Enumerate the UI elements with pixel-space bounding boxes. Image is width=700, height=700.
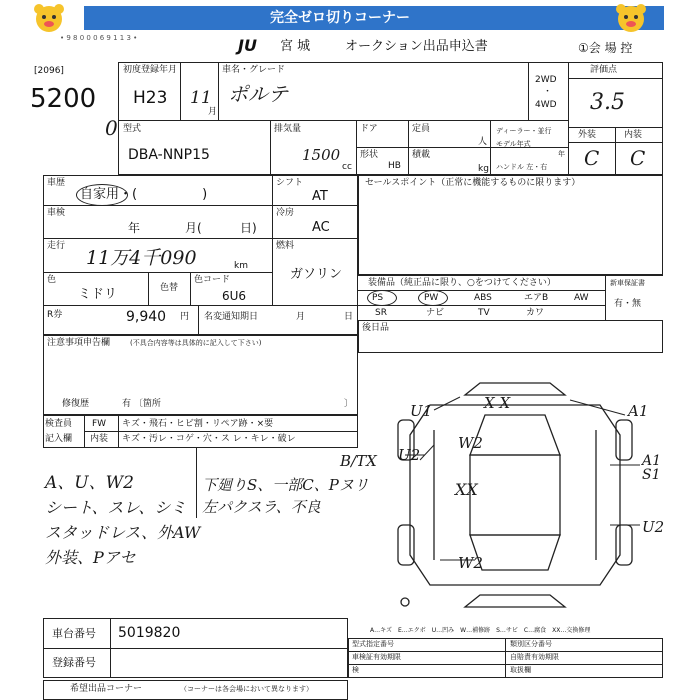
wish-note: （コーナーは各会場において異なります）: [180, 685, 313, 693]
bt-r4: 自賠責有効期限: [510, 653, 559, 661]
inspection-day: 日): [240, 221, 257, 235]
chassis-value: 5019820: [118, 625, 181, 641]
sales-label: セールスポイント（正常に機能するものに限ります）: [365, 178, 581, 188]
mascot-left: [30, 2, 68, 36]
mark-a1-right: A1: [642, 453, 662, 469]
equip-pw-circle: [418, 290, 448, 306]
disp-value: 1500: [302, 146, 341, 164]
banner-title: 完全ゼロ切りコーナー: [270, 10, 410, 26]
form-title: オークション出品申込書: [345, 39, 488, 54]
stamp-numbers: • 9 8 0 0 0 6 9 1 1 3 •: [60, 34, 138, 42]
org-name: 宮 城: [280, 39, 311, 54]
rating-label: 評価点: [590, 65, 618, 75]
lot-number: 5200: [30, 84, 97, 114]
rating-value: 3.5: [590, 90, 625, 115]
ext-grade: C: [584, 146, 600, 170]
mascot-right: [612, 2, 650, 36]
rticket-amount: 9,940: [126, 309, 167, 325]
delivery-label: 後日品: [362, 323, 390, 333]
ju-logo: JU: [238, 36, 257, 55]
cooler-label: 冷房: [276, 208, 295, 218]
int-label: 内装: [624, 130, 643, 140]
reg-unit: 月: [208, 107, 218, 117]
mark-a1-top: A1: [628, 402, 649, 420]
fuel-label: 燃料: [276, 241, 295, 251]
hw-right2: 左パクスラ、不良: [202, 498, 321, 516]
mileage-unit: km: [234, 261, 248, 271]
door-label: ドア: [360, 124, 378, 134]
hw-right1: 下廻りS、一部C、Pヌリ: [202, 476, 369, 494]
int-grade: C: [630, 146, 646, 170]
ext-label: 外装: [578, 130, 597, 140]
drive-4wd: 4WD: [535, 100, 557, 110]
shape-value: HB: [388, 161, 401, 171]
fuel-value: ガソリン: [290, 267, 343, 282]
hw-line1: A、U、W2: [45, 473, 134, 493]
equip-airbag: エアB: [524, 293, 549, 303]
shift-value: AT: [312, 189, 328, 204]
hw-bt: B/TX: [340, 452, 377, 470]
history-value: 自家用・( ): [80, 187, 208, 202]
color-code-label: 色コード: [194, 275, 231, 285]
mileage-label: 走行: [47, 241, 66, 251]
in-row: キズ・汚レ・コゲ・穴・ス レ・キレ・破レ: [122, 434, 296, 444]
equip-leather: カワ: [526, 308, 545, 318]
history-label: 車歴: [47, 178, 66, 188]
rticket-label: R券: [47, 310, 63, 320]
wish-label: 希望出品コーナー: [70, 684, 143, 694]
equip-ps: PS: [372, 293, 384, 303]
equip-sr: SR: [375, 308, 387, 318]
mark-w2-top: W2: [458, 434, 483, 452]
chassis-label: 車台番号: [52, 627, 96, 640]
load-label: 積載: [412, 150, 431, 160]
model-value: DBA-NNP15: [128, 147, 210, 163]
notice-month: 月: [296, 312, 306, 322]
bt-r2: 類別区分番号: [510, 640, 552, 648]
rticket-unit: 円: [180, 312, 190, 322]
bt-r3: 車検証有効期限: [352, 653, 401, 661]
fw-label: FW: [92, 419, 107, 429]
capacity-label: 定員: [412, 124, 431, 134]
fw-row: キズ・飛石・ヒビ割・リペア跡・×要: [122, 419, 274, 429]
registration-label: 登録番号: [52, 656, 96, 669]
yes-no: 有・無: [614, 299, 642, 309]
hw-line4: 外装、Pアセ: [45, 548, 136, 567]
shape-label: 形状: [360, 150, 379, 160]
equip-aw: AW: [574, 293, 589, 303]
mark-w2-bottom: W2: [458, 554, 483, 572]
lot-mark: 0: [105, 116, 118, 140]
equip-ps-circle: [367, 290, 397, 306]
dealer-label: ディーラー・並行: [496, 127, 552, 135]
load-unit: kg: [478, 164, 489, 174]
inspector-label2: 記入欄: [45, 434, 73, 444]
inspector-label1: 検査員: [45, 419, 73, 429]
notice-day: 日: [344, 312, 354, 322]
color-value: ミドリ: [78, 287, 118, 302]
disp-unit: cc: [342, 162, 352, 172]
repair-close: 〕: [344, 399, 354, 409]
model-label: 型式: [123, 124, 142, 134]
inspection-label: 車検: [47, 208, 66, 218]
mark-xx: XX: [455, 480, 478, 499]
bt-r5: 検: [352, 666, 359, 674]
capacity-unit: 人: [478, 137, 488, 147]
equip-navi: ナビ: [426, 308, 445, 318]
equip-abs: ABS: [474, 293, 492, 303]
mark-top-x: X X: [484, 394, 511, 412]
notice-label: 名変通知期日: [204, 312, 259, 322]
lot-code: [2096]: [34, 66, 64, 76]
new-car-warranty: 新車保証書: [610, 279, 645, 287]
shift-label: シフト: [276, 178, 304, 188]
mark-u2-left: U2: [398, 446, 421, 464]
model-year-unit: 年: [558, 150, 565, 158]
inspection-year: 年: [128, 221, 141, 235]
sales-box: [358, 175, 663, 275]
cooler-value: AC: [312, 220, 330, 235]
equip-pw: PW: [424, 293, 439, 303]
mark-u1: U1: [410, 402, 433, 420]
venue-copy: ①会 場 控: [578, 41, 633, 55]
model-year-label: モデル年式: [496, 140, 531, 148]
equip-tv: TV: [478, 308, 490, 318]
in-label: 内装: [90, 434, 109, 444]
repair-label: 修復歴: [62, 399, 90, 409]
drive-2wd: 2WD: [535, 75, 557, 85]
color-change-label: 色替: [160, 283, 179, 293]
reg-month: 11: [190, 88, 212, 108]
inspection-month: 月(: [185, 221, 202, 235]
reg-era: H23: [133, 88, 168, 108]
color-code: 6U6: [222, 289, 247, 303]
hw-line2: シート、スレ、シミ: [45, 498, 187, 517]
hw-line3: スタッドレス、外AW: [45, 523, 201, 542]
equipment-label: 装備品（純正品に限り、○をつけてください）: [368, 278, 556, 288]
mileage-value: 11万4千090: [86, 247, 197, 269]
notes-label: 注意事項申告欄: [47, 338, 111, 348]
damage-legend: A…キズ E…エクボ U…凹み W…補修跡 S…サビ C…腐食 XX…交換修理: [370, 627, 591, 634]
car-label: 車名・グレード: [222, 65, 286, 75]
color-label: 色: [47, 275, 57, 285]
repair-value: 有 〔箇所: [122, 399, 161, 409]
disp-label: 排気量: [274, 124, 302, 134]
bt-r6: 取扱欄: [510, 666, 531, 674]
car-name: ポルテ: [228, 82, 288, 106]
delivery-box: [358, 320, 663, 353]
handle-label: ハンドル 左・右: [496, 163, 548, 171]
notes-sub: (不具合内容等は具体的に記入して下さい): [130, 339, 262, 347]
history-circle: [76, 184, 128, 206]
bt-r1: 型式指定番号: [352, 640, 394, 648]
reg-label: 初度登録年月: [123, 65, 178, 75]
mark-s1-right: S1: [642, 467, 661, 483]
drive-dot: ・: [543, 87, 553, 97]
mark-u2-right: U2: [642, 518, 665, 536]
